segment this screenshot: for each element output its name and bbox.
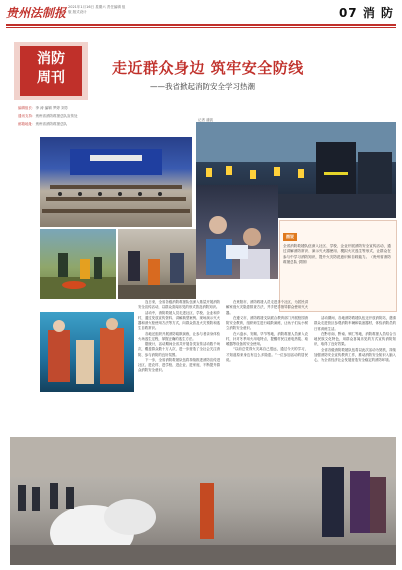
photo-scene (40, 137, 192, 227)
article-column-3 (314, 316, 396, 363)
header-rule-thin (6, 27, 396, 28)
subheadline: ——我省掀起消防安全学习热潮 (150, 82, 255, 91)
article-paragraph: 活动期间，各地消防救援队伍还开放消防站，邀请群众走进营区参观消防车辆和装备器材，体验消防员的日常训练生活。 (314, 316, 396, 331)
article-paragraph: “以前总觉得火灾离自己很远，通过今天的学习，才知道原来身边有这么多隐患。”一位参加活动的居民说。 (226, 347, 308, 362)
caption-tag: 图说 (283, 233, 297, 241)
credits-line-3: 邮箱地址：贵州省消防救援总队 (18, 122, 67, 126)
photo-scene (40, 229, 116, 299)
article-paragraph: 连日来，全省各级消防救援队伍深入基层开展消防安全宣传活动，以群众喜闻乐见的形式普及消防知识。 (138, 300, 220, 310)
article-paragraph: 在黔东南、黔南、铜仁等地，消防救援人员结合当地民族文化特色，用群众喜闻乐见的方式宣传消防知识，取得了良好效果。 (314, 331, 396, 347)
article-paragraph: 据统计，活动期间全省共开展各类宣传活动数千场次，覆盖群众数十万人次，进一步营造了全社会关注消防、参与消防的良好氛围。 (138, 342, 220, 357)
photo-conference-hall (40, 137, 192, 227)
byline: 记者 潘凯 (198, 118, 214, 122)
header-rule (6, 24, 396, 26)
credits-block (18, 104, 88, 128)
photo-scene (118, 229, 196, 299)
photo-scene (40, 312, 134, 392)
article-paragraph: 下一步，全省消防救援队伍将持续推进消防宣传进社区、进农村、进学校、进企业、进家庭，不断提升群众消防安全意识。 (138, 357, 220, 373)
issue-date-info: 2021年1月16日 星期六 责任编辑 组版 版式设计 (68, 5, 126, 14)
caption-text: 全省消防救援队伍深入社区、学校、企业开展消防安全宣传活动，通过讲解消防常识、演示灭火器使用、模拟火灾逃生等形式，让群众在参与中学习消防知识，提升火灾防范意识和自救能力。（贵州省消防救援总队 供图） (283, 244, 391, 265)
article-paragraph: 在贵阳市，消防救援人员走进多个社区，为居民讲解家庭火灾隐患排查方法，并手把手指导群众使用灭火器。 (226, 300, 308, 315)
article-paragraph: 各地还组织开展消防疏散演练，让参与者亲身体验火场逃生过程，掌握正确的逃生方法。 (138, 331, 220, 341)
credits-line-2: 通讯支持：贵州省消防救援总队宣传处 (18, 114, 78, 118)
article-paragraph: 全省各级消防救援队伍将以此次活动为契机，持续加强消防安全宣传教育工作，推动消防安全知识入脑入心，为全省经济社会发展营造安全稳定的消防环境。 (314, 347, 396, 362)
masthead-logo: 贵州法制报 (6, 6, 67, 20)
photo-kids-hose-training (118, 229, 196, 299)
photo-scene (196, 185, 278, 279)
photo-fire-extinguisher-demo (10, 437, 396, 565)
photo-scene (10, 437, 396, 565)
article-paragraph: 活动中，消防救援人员走进社区、学校、企业和乡村，通过发放宣传资料、讲解典型案例、现场演示灭火器和消火栓使用方法等方式，向群众普及火灾预防和逃生自救常识。 (138, 310, 220, 331)
credits-line-1: 编辑组长：李 涛 编辑 罗婷 刘芳 (18, 106, 68, 110)
badge-line-2: 周刊 (37, 70, 65, 86)
article-column-1 (138, 300, 220, 374)
section-badge (20, 46, 82, 96)
badge-line-1: 消防 (37, 51, 65, 67)
article-column-2 (226, 300, 308, 363)
headline: 走近群众身边 筑牢安全防线 (112, 59, 304, 77)
photo-fire-drill-outdoor (40, 229, 116, 299)
page-label: 07 消 防 (338, 6, 394, 20)
article-paragraph: 在遵义市，消防救援支队联合教育部门开展校园消防安全教育，组织师生进行疏散演练，让孩子们从小树立消防安全意识。 (226, 315, 308, 331)
photo-caption-box (279, 220, 397, 312)
photo-stage-performance (40, 312, 134, 392)
article-paragraph: 在六盘水、安顺、毕节等地，消防救援人员深入农村，针对冬季用火用电特点，提醒村民注意电热毯、取暖器等设备的安全使用。 (226, 331, 308, 346)
photo-kids-tablets (196, 185, 278, 279)
